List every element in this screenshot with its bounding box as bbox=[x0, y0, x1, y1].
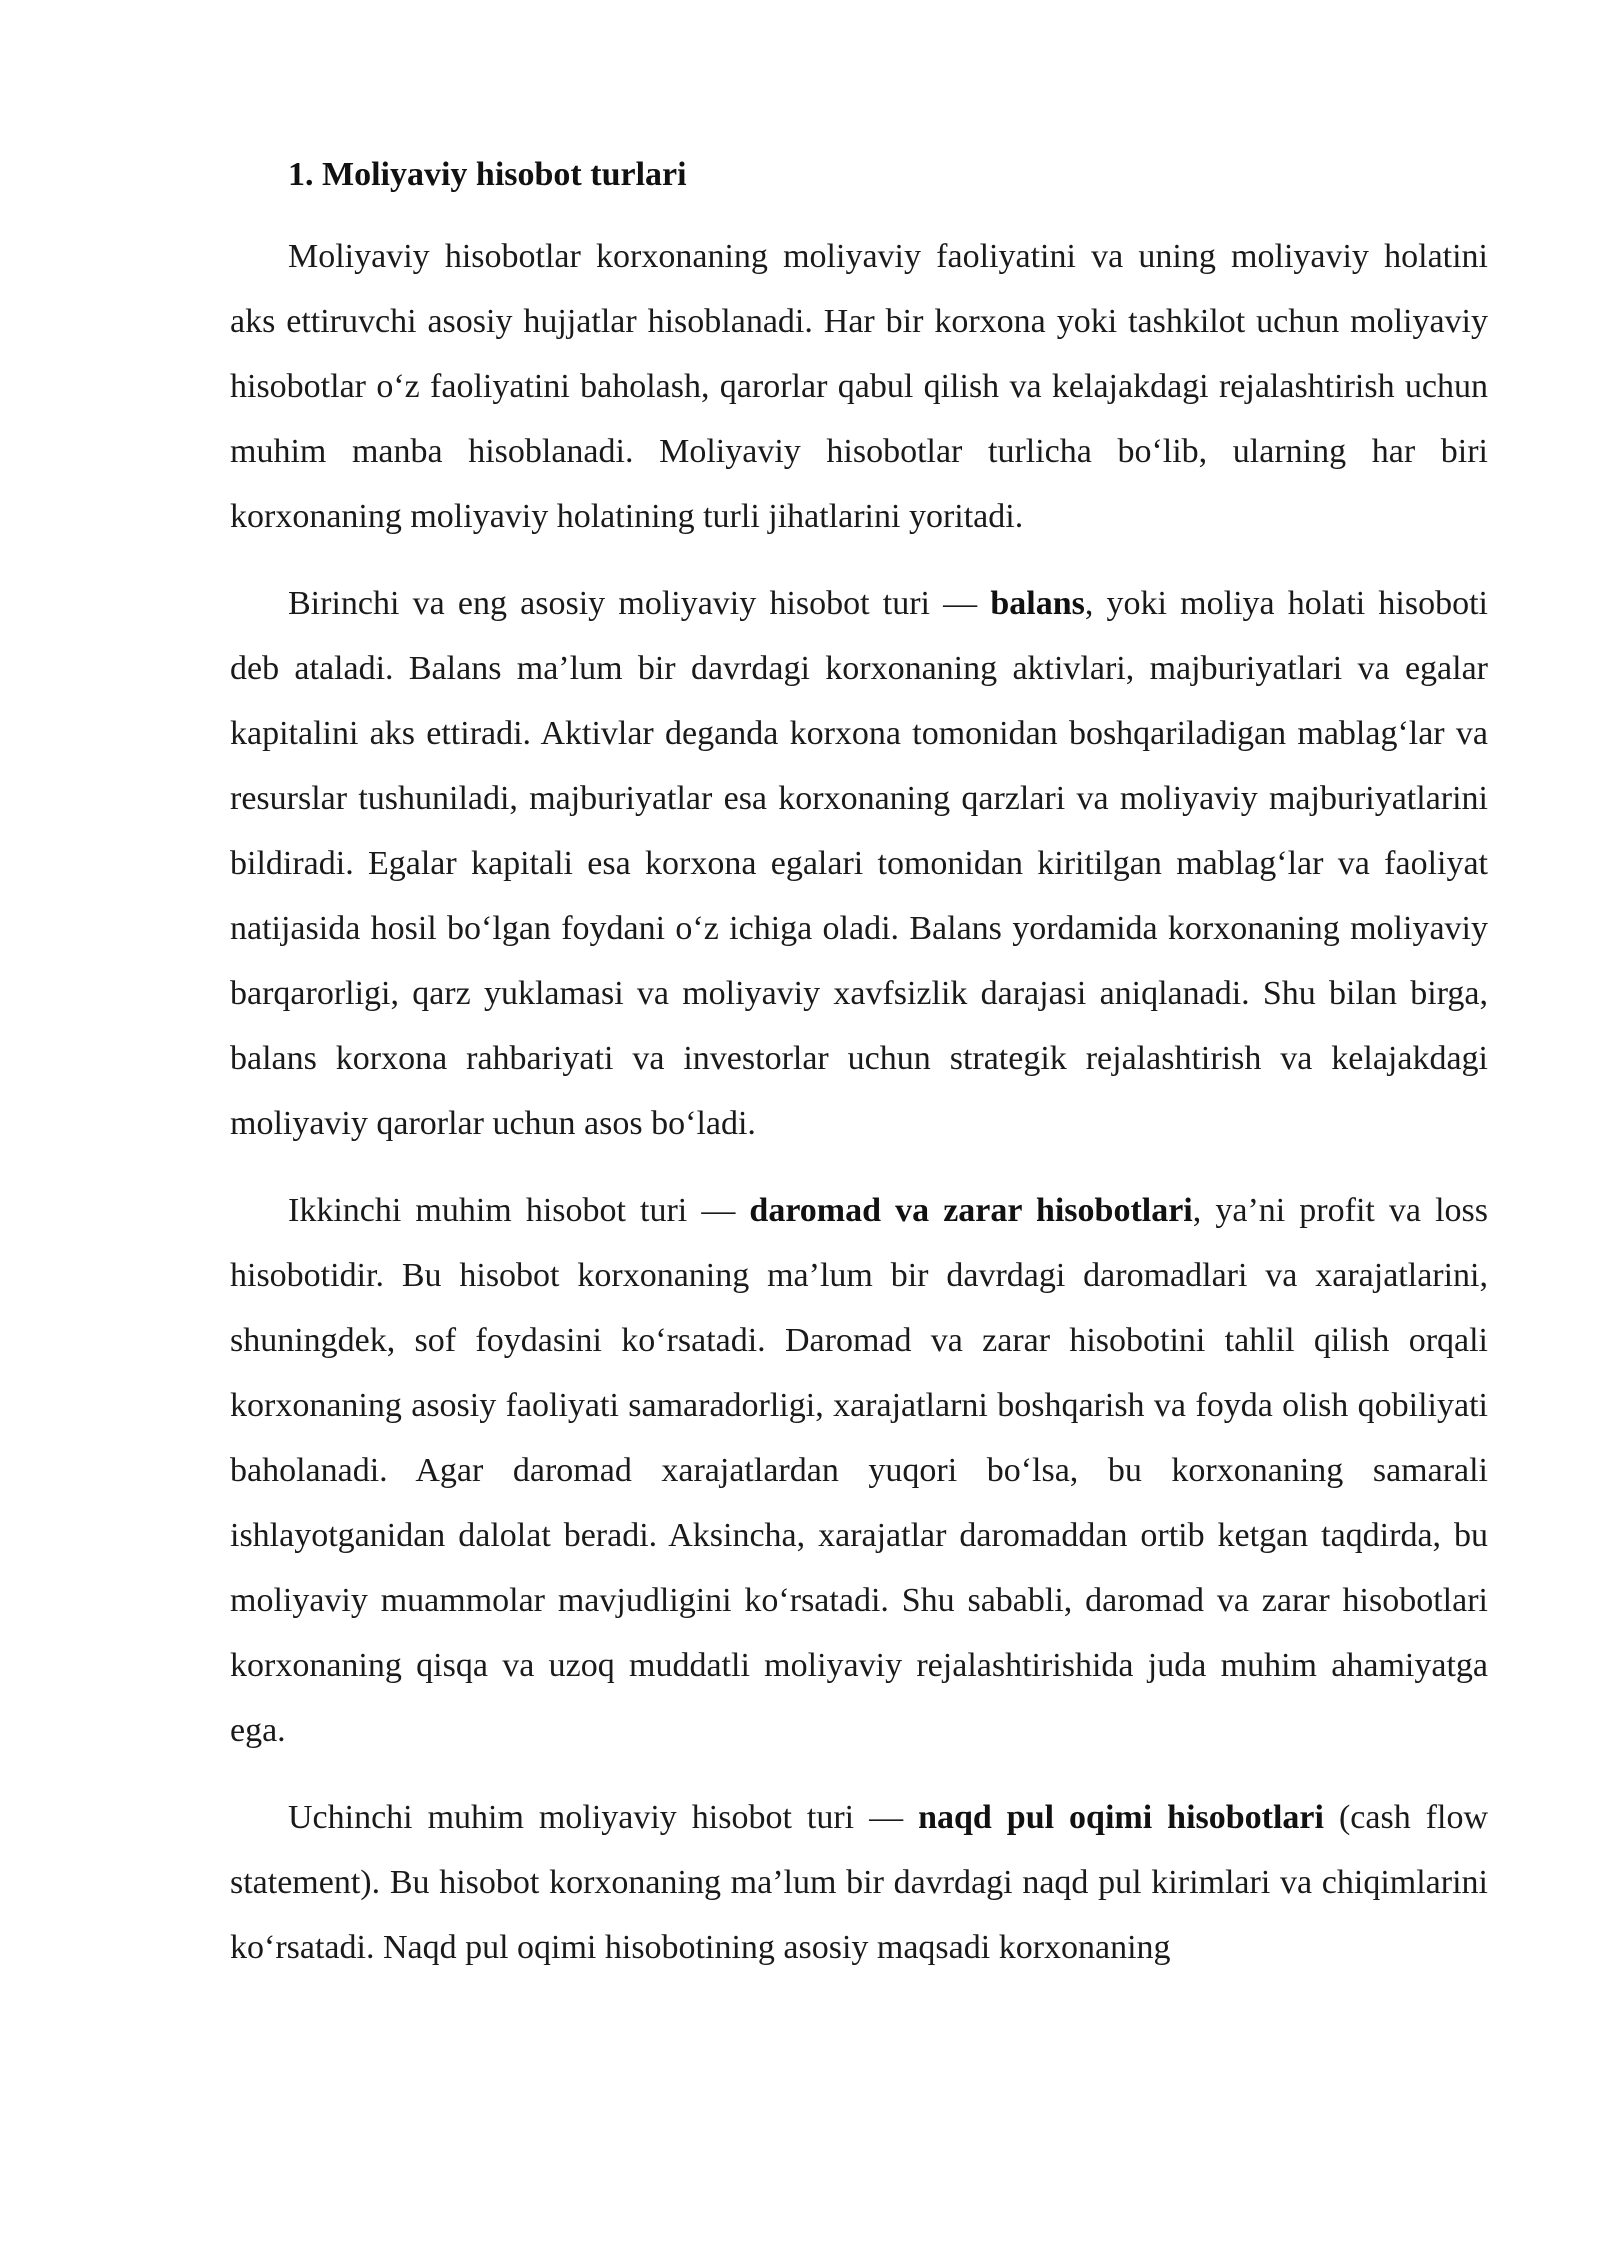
paragraph-naqd-pul-lead: Uchinchi muhim moliyaviy hisobot turi — bbox=[288, 1799, 919, 1836]
document-body bbox=[230, 148, 1488, 2002]
term-naqd-pul-oqimi: naqd pul oqimi hisobotlari bbox=[918, 1799, 1324, 1836]
paragraph-naqd-pul-rest: (cash flow statement). Bu hisobot korxonaning ma’lum bir davrdagi naqd pul kirimlari va chiqimlarini ko‘rsatadi. Naqd pul oqimi hisobotining asosiy maqsadi korxonaning bbox=[230, 1799, 1488, 1966]
paragraph-daromad-rest: , ya’ni profit va loss hisobotidir. Bu hisobot korxonaning ma’lum bir davrdagi daromadlari va xarajatlarini, shuningdek, sof foydasini ko‘rsatadi. Daromad va zarar hisobotini tahlil qilish orqali korxonaning asosiy faoliyati samaradorligi, xarajatlarni boshqarish va foyda olish qobiliyati baholanadi. Agar daromad xarajatlardan yuqori bo‘lsa, bu korxonaning samarali ishlayotganidan dalolat beradi. Aksincha, xarajatlar daromaddan ortib ketgan taqdirda, bu moliyaviy muammolar mavjudligini ko‘rsatadi. Shu sababli, daromad va zarar hisobotlari korxonaning qisqa va uzoq muddatli moliyaviy rejalashtirishida juda muhim ahamiyatga ega. bbox=[230, 1192, 1489, 1749]
section-heading: 1. Moliyaviy hisobot turlari bbox=[288, 156, 687, 193]
paragraph-balans-lead: Birinchi va eng asosiy moliyaviy hisobot turi — bbox=[288, 585, 991, 622]
paragraph-naqd-pul bbox=[230, 1785, 1488, 1980]
term-daromad-zarar: daromad va zarar hisobotlari bbox=[749, 1192, 1193, 1229]
paragraph-daromad-lead: Ikkinchi muhim hisobot turi — bbox=[288, 1192, 750, 1229]
paragraph-intro-text: Moliyaviy hisobotlar korxonaning moliyaviy faoliyatini va uning moliyaviy holatini aks ettiruvchi asosiy hujjatlar hisoblanadi. Har bir korxona yoki tashkilot uchun moliyaviy hisobotlar o‘z faoliyatini baholash, qarorlar qabul qilish va kelajakdagi rejalashtirish uchun muhim manba hisoblanadi. Moliyaviy hisobotlar turlicha bo‘lib, ularning har biri korxonaning moliyaviy holatining turli jihatlarini yoritadi. bbox=[230, 238, 1488, 535]
paragraph-balans bbox=[230, 571, 1488, 1156]
paragraph-intro bbox=[230, 224, 1488, 549]
paragraph-balans-rest: , yoki moliya holati hisoboti deb ataladi. Balans ma’lum bir davrdagi korxonaning aktivlari, majburiyatlari va egalar kapitalini aks ettiradi. Aktivlar deganda korxona tomonidan boshqariladigan mablag‘lar va resurslar tushuniladi, majburiyatlar esa korxonaning qarzlari va moliyaviy majburiyatlarini bildiradi. Egalar kapitali esa korxona egalari tomonidan kiritilgan mablag‘lar va faoliyat natijasida hosil bo‘lgan foydani o‘z ichiga oladi. Balans yordamida korxonaning moliyaviy barqarorligi, qarz yuklamasi va moliyaviy xavfsizlik darajasi aniqlanadi. Shu bilan birga, balans korxona rahbariyati va investorlar uchun strategik rejalashtirish va kelajakdagi moliyaviy qarorlar uchun asos bo‘ladi. bbox=[230, 585, 1488, 1142]
paragraph-daromad bbox=[230, 1178, 1488, 1763]
term-balans: balans bbox=[990, 585, 1085, 622]
